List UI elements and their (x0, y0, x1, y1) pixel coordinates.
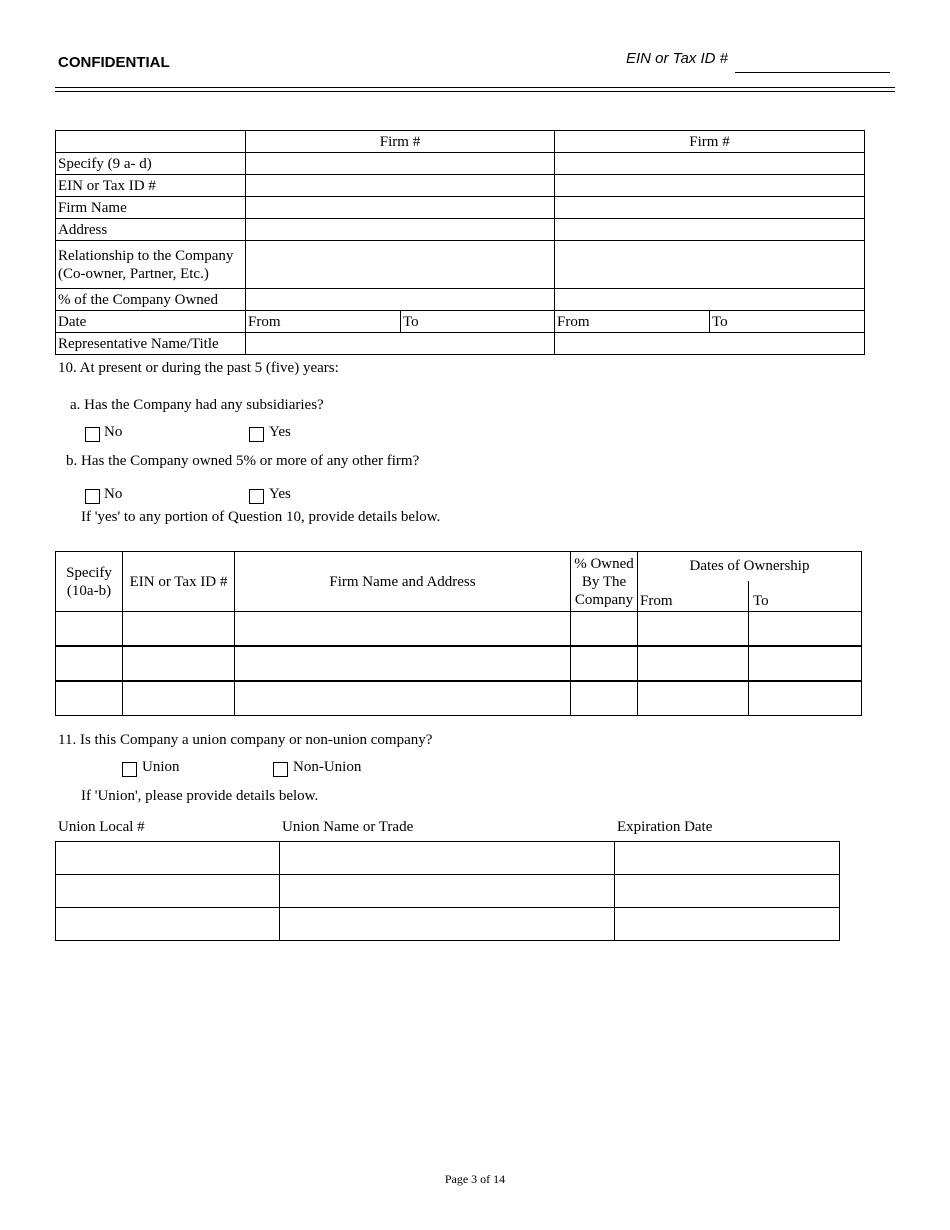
firm-table-corner (56, 131, 246, 153)
from-cell[interactable] (638, 612, 749, 647)
col-percent-owned (571, 552, 638, 612)
col-specify-line2: (10a-b) (66, 582, 112, 599)
col-owned-line2: By The (581, 573, 627, 590)
ein-cell[interactable] (123, 681, 235, 716)
row-label-date: Date (56, 311, 246, 333)
col-union-local: Union Local # (58, 819, 145, 835)
firm1-header: Firm # (246, 131, 555, 153)
q10b-yes-checkbox[interactable] (249, 489, 264, 504)
union-name-cell[interactable] (280, 908, 615, 941)
expiration-date-cell[interactable] (615, 842, 840, 875)
to-cell[interactable] (749, 681, 862, 716)
expiration-date-cell[interactable] (615, 908, 840, 941)
firm1-address-cell[interactable] (246, 219, 555, 241)
union-label: Union (142, 759, 180, 775)
from-cell[interactable] (638, 646, 749, 681)
col-specify (56, 552, 123, 612)
firm2-address-cell[interactable] (555, 219, 865, 241)
table-row (56, 842, 840, 875)
firm2-date-to[interactable]: To (710, 311, 865, 333)
q10b-yes-label: Yes (269, 486, 291, 502)
union-name-cell[interactable] (280, 842, 615, 875)
col-expiration-date: Expiration Date (617, 819, 713, 835)
firm1-specify-cell[interactable] (246, 153, 555, 175)
firm-name-address-cell[interactable] (235, 681, 571, 716)
col-firm-name-address: Firm Name and Address (235, 552, 571, 612)
table-row (56, 908, 840, 941)
q10a-question: a. Has the Company had any subsidiaries? (70, 397, 324, 413)
table-row (56, 681, 862, 716)
table-row (56, 875, 840, 908)
firm-name-address-cell[interactable] (235, 646, 571, 681)
page-number: Page 3 of 14 (444, 1172, 506, 1186)
firm1-date-from[interactable]: From (246, 311, 401, 333)
specify-cell[interactable] (56, 612, 123, 647)
from-cell[interactable] (638, 681, 749, 716)
q10a-no-checkbox[interactable] (85, 427, 100, 442)
q10a-yes-label: Yes (269, 424, 291, 440)
specify-cell[interactable] (56, 646, 123, 681)
firm1-date-to[interactable]: To (401, 311, 555, 333)
ein-header-label: EIN or Tax ID # (626, 50, 728, 67)
table-row (56, 646, 862, 681)
firm1-representative-cell[interactable] (246, 333, 555, 355)
row-label-specify: Specify (9 a- d) (56, 153, 246, 175)
col-owned-line1: % Owned (574, 555, 634, 572)
dates-to-label: To (753, 593, 769, 609)
col-ein: EIN or Tax ID # (123, 552, 235, 612)
specify-cell[interactable] (56, 681, 123, 716)
col-union-name: Union Name or Trade (282, 819, 414, 835)
dates-from-label: From (640, 593, 673, 609)
firm2-specify-cell[interactable] (555, 153, 865, 175)
q10b-no-checkbox[interactable] (85, 489, 100, 504)
firm-table (55, 130, 865, 355)
firm2-date-from[interactable]: From (555, 311, 710, 333)
firm2-representative-cell[interactable] (555, 333, 865, 355)
union-local-cell[interactable] (56, 842, 280, 875)
union-table (55, 841, 840, 941)
ownership-table (55, 551, 862, 716)
row-label-relationship (56, 241, 246, 289)
header-rule-top (55, 87, 895, 88)
col-dates-of-ownership (638, 552, 862, 612)
col-specify-line1: Specify (66, 564, 112, 581)
non-union-label: Non-Union (293, 759, 362, 775)
row-label-representative: Representative Name/Title (56, 333, 246, 355)
to-cell[interactable] (749, 646, 862, 681)
col-owned-line3: Company (574, 591, 634, 608)
row-label-firm-name: Firm Name (56, 197, 246, 219)
union-checkbox[interactable] (122, 762, 137, 777)
row-label-ein: EIN or Tax ID # (56, 175, 246, 197)
relationship-line2: (Co-owner, Partner, Etc.) (58, 265, 209, 282)
header-rule-bottom (55, 91, 895, 92)
percent-owned-cell[interactable] (571, 646, 638, 681)
firm1-percent-cell[interactable] (246, 289, 555, 311)
table-row (56, 612, 862, 647)
firm2-header: Firm # (555, 131, 865, 153)
percent-owned-cell[interactable] (571, 681, 638, 716)
ein-header-field[interactable] (735, 72, 890, 73)
ein-cell[interactable] (123, 612, 235, 647)
expiration-date-cell[interactable] (615, 875, 840, 908)
firm2-name-cell[interactable] (555, 197, 865, 219)
q10-note: If 'yes' to any portion of Question 10, provide details below. (81, 509, 441, 525)
union-local-cell[interactable] (56, 875, 280, 908)
firm2-relationship-cell[interactable] (555, 241, 865, 289)
dates-divider (748, 581, 749, 611)
firm2-ein-cell[interactable] (555, 175, 865, 197)
union-local-cell[interactable] (56, 908, 280, 941)
percent-owned-cell[interactable] (571, 612, 638, 647)
q10a-no-label: No (104, 424, 123, 440)
to-cell[interactable] (749, 612, 862, 647)
confidential-label: CONFIDENTIAL (58, 54, 170, 71)
dates-title: Dates of Ownership (689, 558, 810, 574)
q10b-question: b. Has the Company owned 5% or more of any other firm? (66, 453, 420, 469)
non-union-checkbox[interactable] (273, 762, 288, 777)
q10a-yes-checkbox[interactable] (249, 427, 264, 442)
ein-cell[interactable] (123, 646, 235, 681)
firm1-name-cell[interactable] (246, 197, 555, 219)
relationship-line1: Relationship to the Company (58, 247, 234, 264)
q11-note: If 'Union', please provide details below. (81, 788, 319, 804)
row-label-address: Address (56, 219, 246, 241)
q10-title: 10. At present or during the past 5 (five) years: (58, 360, 339, 376)
q10b-no-label: No (104, 486, 123, 502)
firm-name-address-cell[interactable] (235, 612, 571, 647)
row-label-percent-owned: % of the Company Owned (56, 289, 246, 311)
q11-title: 11. Is this Company a union company or non-union company? (58, 732, 433, 748)
firm1-ein-cell[interactable] (246, 175, 555, 197)
union-name-cell[interactable] (280, 875, 615, 908)
firm1-relationship-cell[interactable] (246, 241, 555, 289)
firm2-percent-cell[interactable] (555, 289, 865, 311)
